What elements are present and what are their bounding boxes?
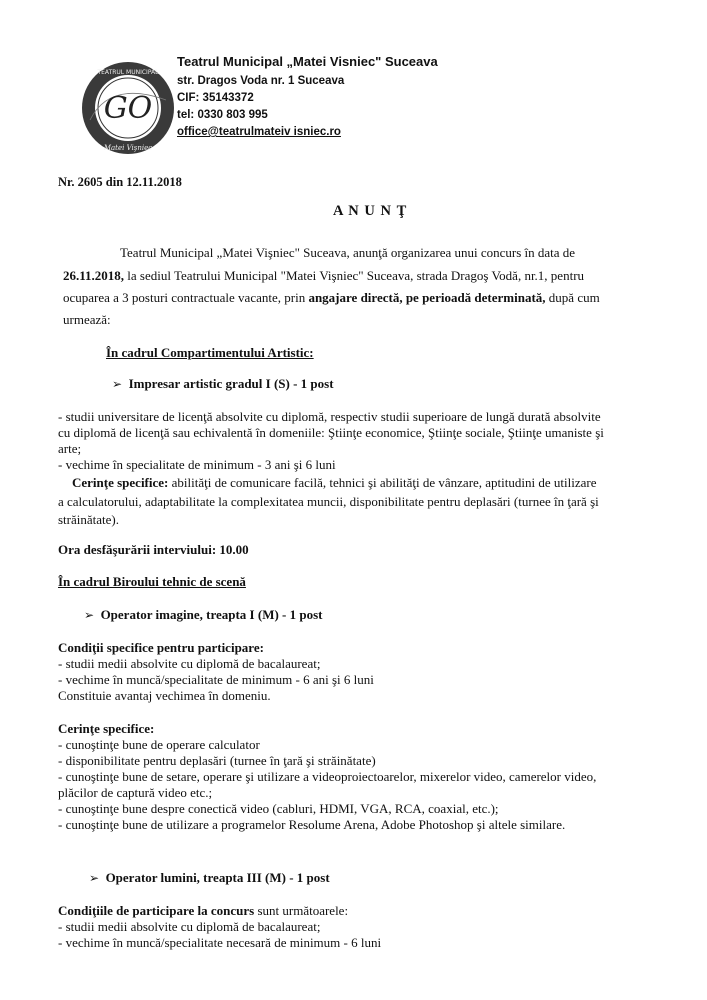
imagine-cer-4: plăcilor de captură video etc.; — [58, 785, 213, 800]
lumini-cond-1: - studii medii absolvite cu diplomă de bacalaureat; — [58, 919, 321, 934]
org-name: Teatrul Municipal „Matei Visniec" Suceava — [177, 54, 438, 69]
document-title: A N U N Ţ — [333, 203, 408, 219]
intro-line-2-rest: la sediul Teatrului Municipal "Matei Vişniec" Suceava, strada Dragoş Vodă, nr.1, pentru — [124, 268, 585, 283]
post-operator-lumini-label: Operator lumini, treapta III (M) - 1 post — [105, 870, 330, 885]
intro-line-4: urmează: — [63, 312, 111, 327]
arrow-bullet-icon: ➢ — [112, 377, 123, 391]
post-operator-imagine-label: Operator imagine, treapta I (M) - 1 post — [100, 607, 323, 622]
imagine-cer-2: - disponibilitate pentru deplasări (turnee în ţară şi străinătate) — [58, 753, 376, 768]
interview-time: Ora desfăşurării interviului: 10.00 — [58, 542, 249, 557]
intro-line-1: Teatrul Municipal „Matei Vişniec" Suceava, anunţă organizarea unui concurs în data de — [120, 245, 576, 260]
imagine-cer-3: - cunoştinţe bune de setare, operare şi utilizare a videoproiectoarelor, mixerelor video, camerelor video, — [58, 769, 597, 784]
impresar-req-3: arte; — [58, 441, 82, 456]
org-email-link[interactable]: office@teatrulmateiv isniec.ro — [177, 126, 341, 138]
logo-monogram: GO — [103, 91, 153, 126]
lumini-cond-heading — [58, 904, 348, 917]
intro-line-3 — [63, 291, 600, 304]
imagine-cer-heading: Cerinţe specifice: — [58, 721, 155, 736]
post-impresar — [112, 377, 334, 390]
arrow-bullet-icon: ➢ — [84, 608, 95, 622]
logo-ring-top: TEATRUL MUNICIPAL — [97, 69, 159, 76]
post-operator-imagine — [84, 608, 323, 621]
impresar-cer-1-text: abilităţi de comunicare facilă, tehnici şi abilităţi de vânzare, aptitudini de utilizare — [168, 475, 597, 490]
intro-line-2 — [63, 269, 584, 282]
impresar-cer-2: a calculatorului, adaptabilitate la complexitatea muncii, disponibilitate pentru deplasări (turnee în ţară şi — [58, 494, 599, 509]
org-phone: tel: 0330 803 995 — [177, 109, 268, 121]
impresar-req-4: - vechime în specialitate de minimum - 3 ani şi 6 luni — [58, 457, 336, 472]
imagine-cer-6: - cunoştinţe bune de utilizare a programelor Resolume Arena, Adobe Photoshop şi altele similare. — [58, 817, 566, 832]
imagine-cond-3: Constituie avantaj vechimea în domeniu. — [58, 688, 271, 703]
impresar-cer-1 — [72, 476, 596, 489]
registration-number: Nr. 2605 din 12.11.2018 — [58, 175, 182, 189]
concurs-date: 26.11.2018, — [63, 268, 125, 283]
post-impresar-label: Impresar artistic gradul I (S) - 1 post — [128, 376, 334, 391]
imagine-cond-heading: Condiţii specifice pentru participare: — [58, 640, 264, 655]
imagine-cond-2: - vechime în muncă/specialitate de minimum - 6 ani şi 6 luni — [58, 672, 374, 687]
intro-line-3-a: ocuparea a 3 posturi contractuale vacante, prin — [63, 290, 309, 305]
imagine-cond-1: - studii medii absolvite cu diplomă de bacalaureat; — [58, 656, 321, 671]
lumini-cond-2: - vechime în muncă/specialitate necesară de minimum - 6 luni — [58, 935, 382, 950]
impresar-req-1: - studii universitare de licenţă absolvite cu diplomă, respectiv studii superioare de lungă durată absolvite — [58, 409, 601, 424]
impresar-req-2: cu diplomă de licenţă sau echivalentă în domeniile: Ştiinţe economice, Ştiinţe sociale, Ştiinţe umaniste şi — [58, 425, 604, 440]
arrow-bullet-icon: ➢ — [89, 871, 100, 885]
logo-ring-bottom: Matei Vişniec — [103, 144, 153, 152]
intro-line-3-c: după cum — [545, 290, 600, 305]
section-artistic-heading: În cadrul Compartimentului Artistic: — [106, 345, 314, 360]
theatre-logo — [80, 60, 176, 156]
impresar-cer-3: străinătate). — [58, 512, 119, 527]
section-tehnic-heading: În cadrul Biroului tehnic de scenă — [58, 574, 246, 589]
intro-employment-type: angajare directă, pe perioadă determinată, — [308, 290, 546, 305]
lumini-cond-rest: sunt următoarele: — [254, 903, 349, 918]
impresar-cer-label: Cerinţe specifice: — [72, 475, 169, 490]
post-operator-lumini — [89, 871, 330, 884]
org-address: str. Dragos Voda nr. 1 Suceava — [177, 75, 345, 87]
org-cif: CIF: 35143372 — [177, 92, 254, 104]
imagine-cer-5: - cunoştinţe bune despre conectică video (cabluri, HDMI, VGA, RCA, coaxial, etc.); — [58, 801, 499, 816]
lumini-cond-bold: Condiţiile de participare la concurs — [58, 903, 255, 918]
imagine-cer-1: - cunoştinţe bune de operare calculator — [58, 737, 260, 752]
